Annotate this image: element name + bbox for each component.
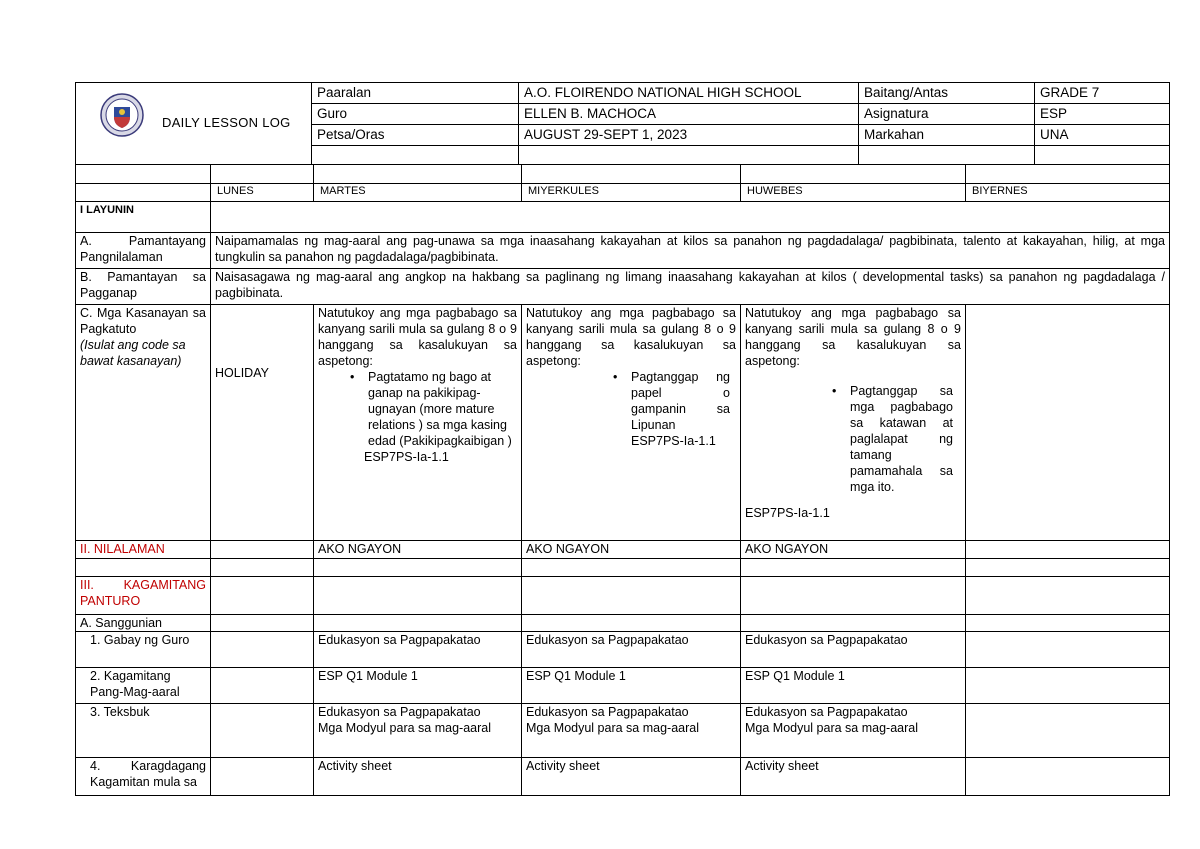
miyerkules-bullet: Pagtanggap ng papel o gampanin sa Lipunan ESP7PS-Ia-1.1 [631, 370, 730, 448]
miyerkules-bullet-item: • Pagtanggap ng papel o gampanin sa Lipunan ESP7PS-Ia-1.1 [613, 370, 730, 448]
pamantayan-pagganap-label: B. Pamantayan sa Pagganap [76, 269, 211, 305]
teksbuk-martes-line2: Mga Modyul para sa mag-aaral [318, 721, 491, 735]
label-petsa: Petsa/Oras [312, 125, 519, 146]
day-lunes: LUNES [211, 184, 314, 202]
karagdagang-miyerkules: Activity sheet [522, 758, 741, 796]
document-title: DAILY LESSON LOG [162, 115, 291, 130]
logo-cell [76, 83, 312, 165]
pang-mag-aaral-label: 2. Kagamitang Pang-Mag-aaral [76, 668, 211, 704]
pamantayan-pagganap-text: Naisasagawa ng mag-aaral ang angkop na hakbang sa paglinang ng limang inaasahang kakayahan at kilos ( developmental tasks) sa panahon ng pagdadalaga / pagbibinata. [211, 269, 1170, 305]
martes-code: ESP7PS-Ia-1.1 [364, 450, 449, 464]
martes-intro: Natutukoy ang mga pagbabago sa kanyang sarili mula sa gulang 8 o 9 hanggang sa kasalukuyan sa aspetong: [318, 306, 517, 368]
value-paaralan: A.O. FLOIRENDO NATIONAL HIGH SCHOOL [519, 83, 859, 104]
teksbuk-huwebes-line1: Edukasyon sa Pagpapakatao [745, 705, 908, 719]
day-martes: MARTES [314, 184, 522, 202]
layunin-heading: I LAYUNIN [76, 202, 211, 233]
gabay-huwebes: Edukasyon sa Pagpapakatao [741, 632, 966, 668]
pang-miyerkules: ESP Q1 Module 1 [522, 668, 741, 704]
day-miyerkules: MIYERKULES [522, 184, 741, 202]
kasanayan-label-cell [76, 305, 211, 541]
value-petsa: AUGUST 29-SEPT 1, 2023 [519, 125, 859, 146]
value-baitang: GRADE 7 [1035, 83, 1170, 104]
teksbuk-martes [314, 704, 522, 758]
day-huwebes: HUWEBES [741, 184, 966, 202]
huwebes-kasanayan [741, 305, 966, 541]
huwebes-intro: Natutukoy ang mga pagbabago sa kanyang sarili mula sa gulang 8 o 9 hanggang sa kasalukuyan sa aspetong: [745, 306, 961, 368]
nilalaman-martes: AKO NGAYON [314, 541, 522, 559]
nilalaman-miyerkules: AKO NGAYON [522, 541, 741, 559]
kagamitang-panturo-label: III. KAGAMITANG PANTURO [76, 577, 211, 615]
pamantayang-pangnilalaman-label: A. Pamantayang Pangnilalaman [76, 233, 211, 269]
label-guro: Guro [312, 104, 519, 125]
teksbuk-huwebes-line2: Mga Modyul para sa mag-aaral [745, 721, 918, 735]
label-paaralan: Paaralan [312, 83, 519, 104]
karagdagang-huwebes: Activity sheet [741, 758, 966, 796]
huwebes-code: ESP7PS-Ia-1.1 [745, 506, 830, 520]
teksbuk-miyerkules-line1: Edukasyon sa Pagpapakatao [526, 705, 689, 719]
lesson-log-document [75, 82, 1169, 802]
sanggunian-label: A. Sanggunian [76, 615, 211, 632]
label-markahan: Markahan [859, 125, 1035, 146]
gabay-miyerkules: Edukasyon sa Pagpapakatao [522, 632, 741, 668]
deped-seal-icon [100, 93, 144, 137]
main-table [75, 164, 1170, 796]
lunes-cell [211, 305, 314, 541]
martes-bullet-item: • Pagtatamo ng bago at ganap na pakikipag-ugnayan (more mature relations ) sa mga kasing edad (Pakikipagkaibigan ) [350, 370, 512, 448]
biyernes-kasanayan [966, 305, 1170, 541]
miyerkules-intro: Natutukoy ang mga pagbabago sa kanyang sarili mula sa gulang 8 o 9 hanggang sa kasalukuyan sa aspetong: [526, 306, 736, 368]
karagdagang-martes: Activity sheet [314, 758, 522, 796]
day-biyernes: BIYERNES [966, 184, 1170, 202]
days-row [76, 184, 1170, 202]
gabay-martes: Edukasyon sa Pagpapakatao [314, 632, 522, 668]
nilalaman-huwebes: AKO NGAYON [741, 541, 966, 559]
teksbuk-label: 3. Teksbuk [76, 704, 211, 758]
value-guro: ELLEN B. MACHOCA [519, 104, 859, 125]
kasanayan-note: (Isulat ang code sa bawat kasanayan) [80, 338, 186, 368]
martes-bullet: Pagtatamo ng bago at ganap na pakikipag-ugnayan (more mature relations ) sa mga kasing edad (Pakikipagkaibigan ) [368, 370, 512, 448]
holiday-text: HOLIDAY [215, 365, 269, 380]
label-asignatura: Asignatura [859, 104, 1035, 125]
nilalaman-label: II. NILALAMAN [76, 541, 211, 559]
gabay-label: 1. Gabay ng Guro [76, 632, 211, 668]
kasanayan-label: C. Mga Kasanayan sa Pagkatuto [80, 306, 206, 336]
value-asignatura: ESP [1035, 104, 1170, 125]
teksbuk-martes-line1: Edukasyon sa Pagpapakatao [318, 705, 481, 719]
teksbuk-miyerkules [522, 704, 741, 758]
huwebes-bullet-item: • Pagtanggap sa mga pagbabago sa katawan at paglalapat ng tamang pamamahala sa mga ito. [832, 384, 953, 494]
martes-kasanayan [314, 305, 522, 541]
huwebes-bullet: Pagtanggap sa mga pagbabago sa katawan at paglalapat ng tamang pamamahala sa mga ito. [850, 384, 953, 494]
pamantayang-pangnilalaman-text: Naipamamalas ng mag-aaral ang pag-unawa sa mga inaasahang kakayahan at kilos sa panahon ng pagdadalaga/ pagbibinata, talento at kakayahan, hilig, at mga tungkulin sa panahon ng pagdadalaga/pagbibinata. [211, 233, 1170, 269]
karagdagang-label: 4. Karagdagang Kagamitan mula sa [76, 758, 211, 796]
value-markahan: UNA [1035, 125, 1170, 146]
label-baitang: Baitang/Antas [859, 83, 1035, 104]
miyerkules-kasanayan [522, 305, 741, 541]
teksbuk-huwebes [741, 704, 966, 758]
pang-huwebes: ESP Q1 Module 1 [741, 668, 966, 704]
pang-martes: ESP Q1 Module 1 [314, 668, 522, 704]
teksbuk-miyerkules-line2: Mga Modyul para sa mag-aaral [526, 721, 699, 735]
header-table [75, 82, 1170, 165]
